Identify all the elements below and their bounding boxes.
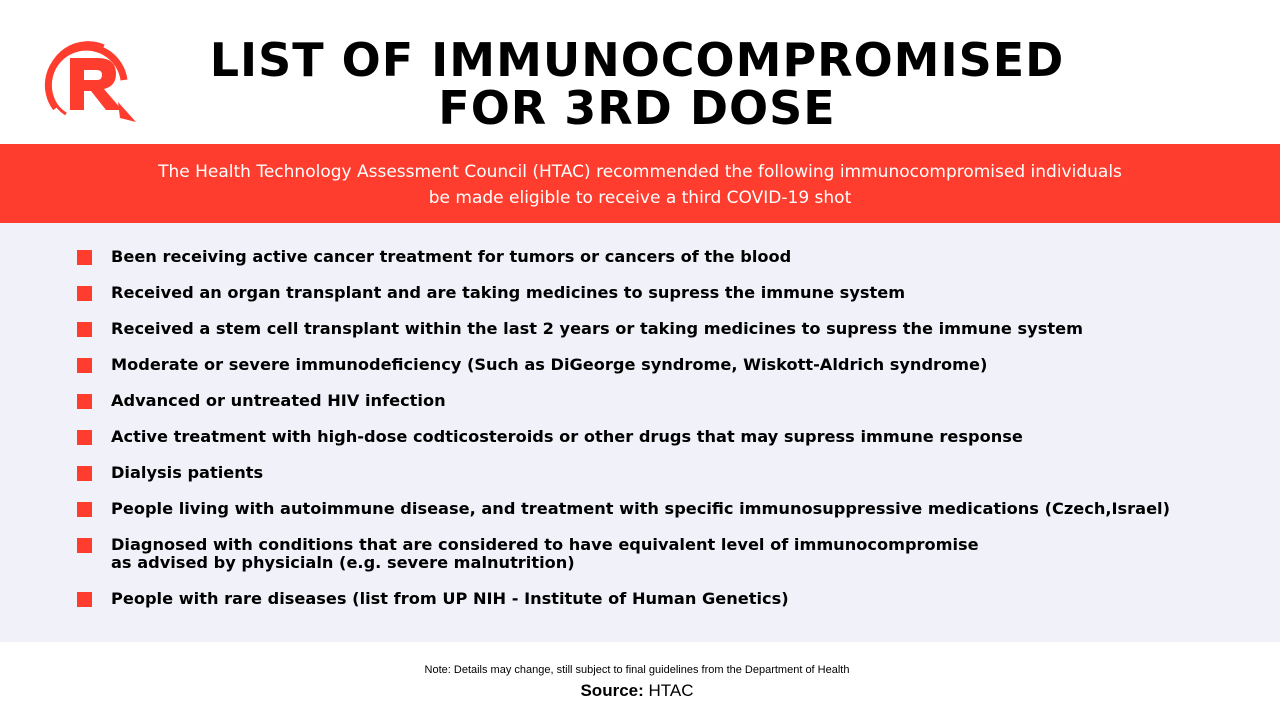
eligibility-list [77,248,1257,626]
list-item [77,464,1257,482]
list-item-text: Moderate or severe immunodeficiency (Such as DiGeorge syndrome, Wiskott-Aldrich syndrome) [111,355,988,374]
list-item-text: People with rare diseases (list from UP NIH - Institute of Human Genetics) [111,589,789,608]
list-item-text: Advanced or untreated HIV infection [111,391,446,410]
banner-line-1: The Health Technology Assessment Council (HTAC) recommended the following immunocompromised individuals [158,162,1122,182]
list-item-text-continued: as advised by physicialn (e.g. severe malnutrition) [111,553,575,572]
banner-line-2: be made eligible to receive a third COVID-19 shot [428,188,852,208]
source-label: Source: [580,681,644,700]
footer-note: Note: Details may change, still subject to final guidelines from the Department of Health [424,664,850,676]
list-item [77,536,1257,572]
list-item-text: Been receiving active cancer treatment for tumors or cancers of the blood [111,247,792,266]
list-item [77,500,1257,518]
source-value: HTAC [648,681,694,700]
list-item [77,428,1257,446]
bullet-square-icon [77,394,92,409]
intro-banner [0,144,1280,223]
bullet-square-icon [77,538,92,553]
header [0,0,1280,144]
list-item-text: Diagnosed with conditions that are considered to have equivalent level of immunocompromise [111,535,979,554]
list-item [77,284,1257,302]
list-item-text: People living with autoimmune disease, and treatment with specific immunosuppressive medications (Czech,Israel) [111,499,1171,518]
list-item [77,356,1257,374]
footer-source [0,681,1274,701]
list-item [77,320,1257,338]
list-item-text: Received an organ transplant and are taking medicines to supress the immune system [111,283,906,302]
page-title [0,33,1274,135]
bullet-square-icon [77,430,92,445]
list-item [77,248,1257,266]
bullet-square-icon [77,466,92,481]
title-line-1: LIST OF IMMUNOCOMPROMISED [209,33,1065,87]
list-item [77,392,1257,410]
bullet-square-icon [77,592,92,607]
bullet-square-icon [77,286,92,301]
bullet-square-icon [77,502,92,517]
title-line-2: FOR 3RD DOSE [438,81,836,135]
eligibility-list-panel [0,223,1280,642]
list-item-text: Active treatment with high-dose codticosteroids or other drugs that may supress immune response [111,427,1023,446]
bullet-square-icon [77,250,92,265]
bullet-square-icon [77,322,92,337]
bullet-square-icon [77,358,92,373]
list-item-text: Dialysis patients [111,463,264,482]
list-item-text: Received a stem cell transplant within the last 2 years or taking medicines to supress the immune system [111,319,1083,338]
list-item [77,590,1257,608]
